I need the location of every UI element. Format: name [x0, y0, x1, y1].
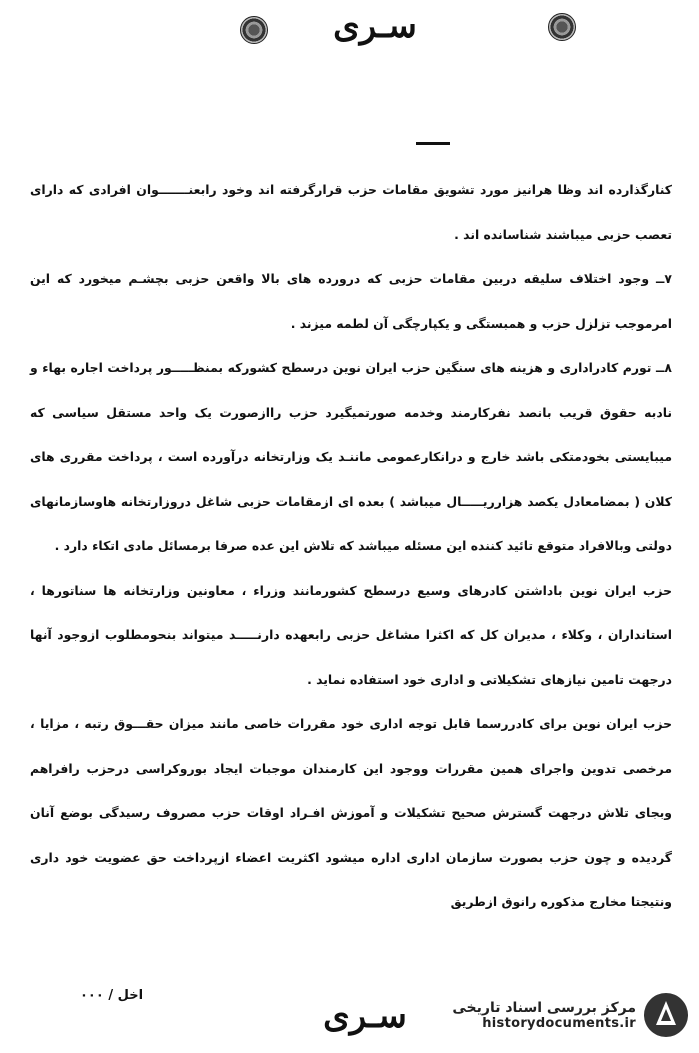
round-stamp-right — [548, 13, 576, 41]
round-stamp-left — [240, 16, 268, 44]
paragraph-regulations: حزب ایران نوین برای کادررسما قابل توجه اداری خود مقررات خاصی مانند میزان حقـــوق رتبه ، مزایا ، مرخصی تدوین واجرای همین مقررات ووجود این کارمندان موجبات ایجاد بوروکراسی درحزب رافراهم وبجای تلاش درجهت گسترش صحیح تشکیلات و آموزش افـراد اوقات حزب مصروف رسیدگی بوضع آنان گردیده و چون حزب بصورت سازمان اداری اداره میشود اکثریت اعضاء ازپرداخت حق عضویت خود داری ونتیجتا مخارج مذکوره رانوق ازطریق — [30, 716, 672, 909]
paragraph-continuation: کنارگذارده اند وظا هرانیز مورد تشویق مقامات حزب قرارگرفته اند وخود رابعنـــــــوان افرادی که دارای تعصب حزبی میباشند شناسانده اند . — [30, 182, 672, 242]
watermark-title: مرکز بررسی اسناد تاریخی — [452, 999, 636, 1016]
document-body — [30, 168, 672, 925]
archive-watermark — [410, 985, 690, 1045]
paragraph-item-8: ۸ــ تورم کادراداری و هزینه های سنگین حزب ایران نوین درسطح کشورکه بمنظـــــور پرداخت اجاره بهاء و نادبه حقوق قریب بانصد نفرکارمند وخدمه صورتمیگیرد حزب راازصورت یک واحد مستقل سیاسی که میبایستی بخودمتکی باشد خارج و درانکارعمومی ماننـد یک وزارتخانه درآورده است ، پرداخت مقرری های کلان ( بمضامعادل یکصد هزارریـــــال میباشد ) بعده ای ازمقامات حزبی شاغل دروزارتخانه هاوسازمانهای دولتی وبالافراد متوقع تائید کننده این مسئله میباشد که تلاش این عده صرفا برمسائل مادی اتکاء دارد . — [30, 360, 672, 553]
archive-logo-icon — [642, 991, 690, 1039]
page-number: اخل / ۰۰۰ — [80, 988, 144, 1003]
paragraph-item-7: ۷ــ وجود اختلاف سلیقه دربین مقامات حزبی که درورده های بالا واقعن حزبی بچشـم میخورد که این امرموجب تزلزل حزب و همبستگی و یکپارچگی آن لطمه میزند . — [30, 271, 672, 331]
watermark-url: historydocuments.ir — [482, 1015, 636, 1031]
classification-mark-bottom: سـرى — [323, 996, 407, 1036]
paragraph-cadres: حزب ایران نوین باداشتن کادرهای وسیع درسطح کشورمانند وزراء ، معاونین وزارتخانه ها سناتورها ، استانداران ، وکلاء ، مدیران کل که اکثرا مشاغل حزبی رابعهده دارنـــــد میتواند بنحومطلوب ازوجود آنها درجهت تامین نیازهای تشکیلاتی و اداری خود استفاده نماید . — [30, 582, 672, 687]
section-separator — [416, 142, 450, 145]
classification-mark-top: سـرى — [333, 6, 417, 46]
